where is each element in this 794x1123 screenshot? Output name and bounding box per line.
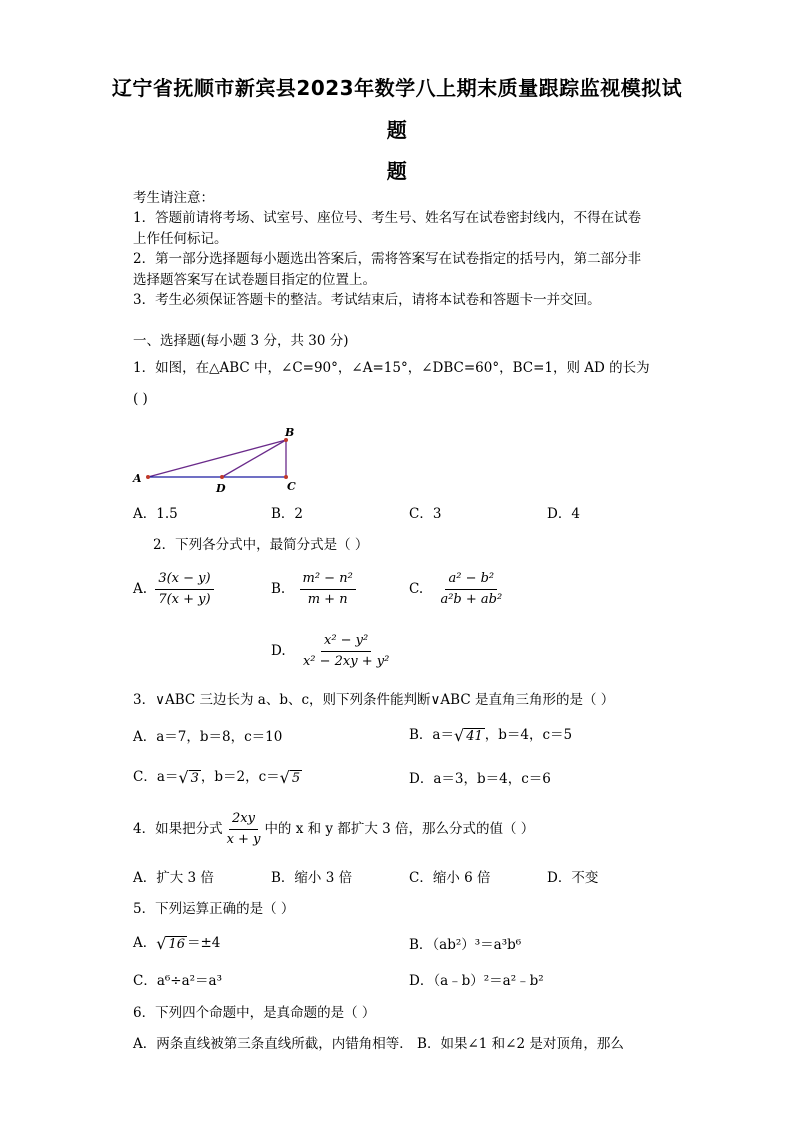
q4-stem-prefix: 4．如果把分式 — [133, 821, 223, 837]
q2-stem: 2．下列各分式中，最简分式是（ ） — [153, 537, 369, 553]
notice-heading: 考生请注意： — [133, 190, 214, 206]
point-d — [220, 475, 224, 479]
q4-option-d: D．不变 — [547, 870, 599, 886]
q3-c-prefix: C．a＝ — [133, 769, 179, 785]
q3-option-c — [133, 768, 302, 787]
q3-stem: 3．∨ABC 三边长为 a、b、c，则下列条件能判断∨ABC 是直角三角形的是（ ） — [133, 692, 615, 708]
label-c: C — [287, 480, 296, 493]
q3-option-a: A．a＝7，b＝8，c＝10 — [133, 729, 283, 745]
point-c — [284, 475, 288, 479]
point-a — [146, 475, 150, 479]
q5-option-a — [133, 934, 220, 953]
q4-stem-suffix: 中的 x 和 y 都扩大 3 倍，那么分式的值（ ） — [264, 821, 535, 837]
q3-b-sqrt: √ 41 — [453, 725, 483, 745]
q5-a-radicand: 16 — [168, 936, 185, 952]
q2-d-numerator: x² − y² — [321, 632, 371, 652]
q2-b-numerator: m² − n² — [300, 570, 356, 590]
section-heading: 一、选择题(每小题 3 分，共 30 分) — [133, 333, 349, 349]
q4-option-b: B．缩小 3 倍 — [271, 870, 353, 886]
label-a: A — [133, 472, 142, 485]
q4-denominator: x + y — [226, 832, 261, 847]
q3-option-b — [409, 726, 572, 745]
q2-option-c-label: C. — [409, 581, 424, 597]
q1-triangle-figure — [128, 422, 308, 498]
paper-title-line1: 辽宁省抚顺市新宾县2023年数学八上期末质量跟踪监视模拟试 — [111, 76, 683, 100]
q2-option-b — [271, 570, 360, 609]
q3-c-sqrt1: √ 3 — [178, 767, 199, 787]
q1-option-b: B．2 — [271, 506, 304, 522]
q2-option-d-fraction — [300, 632, 392, 671]
q3-b-suffix: ，b＝4，c＝5 — [484, 727, 573, 743]
q4-numerator: 2xy — [229, 810, 258, 830]
q1-stem: 1．如图，在△ABC 中，∠C=90°，∠A=15°，∠DBC=60°，BC=1，则 AD 的长为 — [133, 360, 650, 376]
q3-c-middle: ，b＝2，c＝ — [200, 769, 280, 785]
q2-option-a-label: A. — [133, 581, 148, 597]
q3-b-prefix: B．a＝ — [409, 727, 454, 743]
q2-option-a — [133, 570, 218, 609]
notice-item3: 3．考生必须保证答题卡的整洁。考试结束后，请将本试卷和答题卡一并交回。 — [133, 292, 601, 308]
label-b: B — [285, 426, 295, 439]
q2-c-numerator: a² − b² — [445, 570, 497, 590]
notice-item1-line2: 上作任何标记。 — [133, 231, 228, 247]
q5-option-b: B．（ab²）³＝a³b⁶ — [409, 937, 522, 953]
segment-ab — [148, 440, 286, 477]
q2-c-denominator: a²b + ab² — [440, 592, 503, 607]
q4-stem — [133, 810, 534, 849]
label-d: D — [216, 482, 226, 495]
q5-a-prefix: A． — [133, 935, 157, 951]
q5-a-suffix: ＝±4 — [187, 935, 221, 951]
q3-b-radicand: 41 — [466, 728, 483, 744]
q5-option-c: C．a⁶÷a²＝a³ — [133, 973, 223, 989]
segment-db — [222, 440, 286, 477]
q2-option-a-fraction — [155, 570, 213, 609]
paper-title-line3: 题 — [386, 159, 408, 183]
q6-options-line: A．两条直线被第三条直线所截，内错角相等． B．如果∠1 和∠2 是对顶角，那么 — [133, 1036, 624, 1052]
q2-a-numerator: 3(x − y) — [155, 570, 213, 590]
q1-option-c: C．3 — [409, 506, 442, 522]
q1-option-a: A．1.5 — [133, 506, 178, 522]
q1-option-d: D．4 — [547, 506, 580, 522]
q2-d-denominator: x² − 2xy + y² — [302, 654, 390, 669]
q1-answer-paren: ( ) — [133, 391, 148, 407]
q2-option-d — [271, 632, 396, 671]
q2-a-denominator: 7(x + y) — [158, 592, 211, 607]
q4-option-c: C．缩小 6 倍 — [409, 870, 491, 886]
q3-c-sqrt2: √ 5 — [279, 767, 301, 787]
notice-item2-line2: 选择题答案写在试卷题目指定的位置上。 — [133, 272, 376, 288]
q2-option-c — [409, 570, 509, 609]
q2-option-d-label: D. — [271, 643, 286, 659]
q5-stem: 5．下列运算正确的是（ ） — [133, 901, 295, 917]
q3-c-radicand1: 3 — [190, 770, 199, 786]
q5-a-sqrt: √ 16 — [156, 933, 185, 953]
q2-option-c-fraction — [437, 570, 505, 609]
notice-item1-line1: 1．答题前请将考场、试室号、座位号、考生号、姓名写在试卷密封线内，不得在试卷 — [133, 210, 642, 226]
q2-option-b-fraction — [300, 570, 356, 609]
q4-option-a: A．扩大 3 倍 — [133, 870, 214, 886]
q3-c-radicand2: 5 — [291, 770, 301, 786]
q4-fraction — [224, 810, 264, 849]
q5-option-d: D．（a﹣b）²＝a²﹣b² — [409, 973, 544, 989]
q2-b-denominator: m + n — [307, 592, 348, 607]
q6-stem: 6．下列四个命题中，是真命题的是（ ） — [133, 1005, 376, 1021]
q3-option-d: D．a＝3，b＝4，c＝6 — [409, 771, 551, 787]
notice-item2-line1: 2．第一部分选择题每小题选出答案后，需将答案写在试卷指定的括号内，第二部分非 — [133, 251, 642, 267]
paper-title-line2: 题 — [386, 118, 408, 142]
q2-option-b-label: B. — [271, 581, 286, 597]
